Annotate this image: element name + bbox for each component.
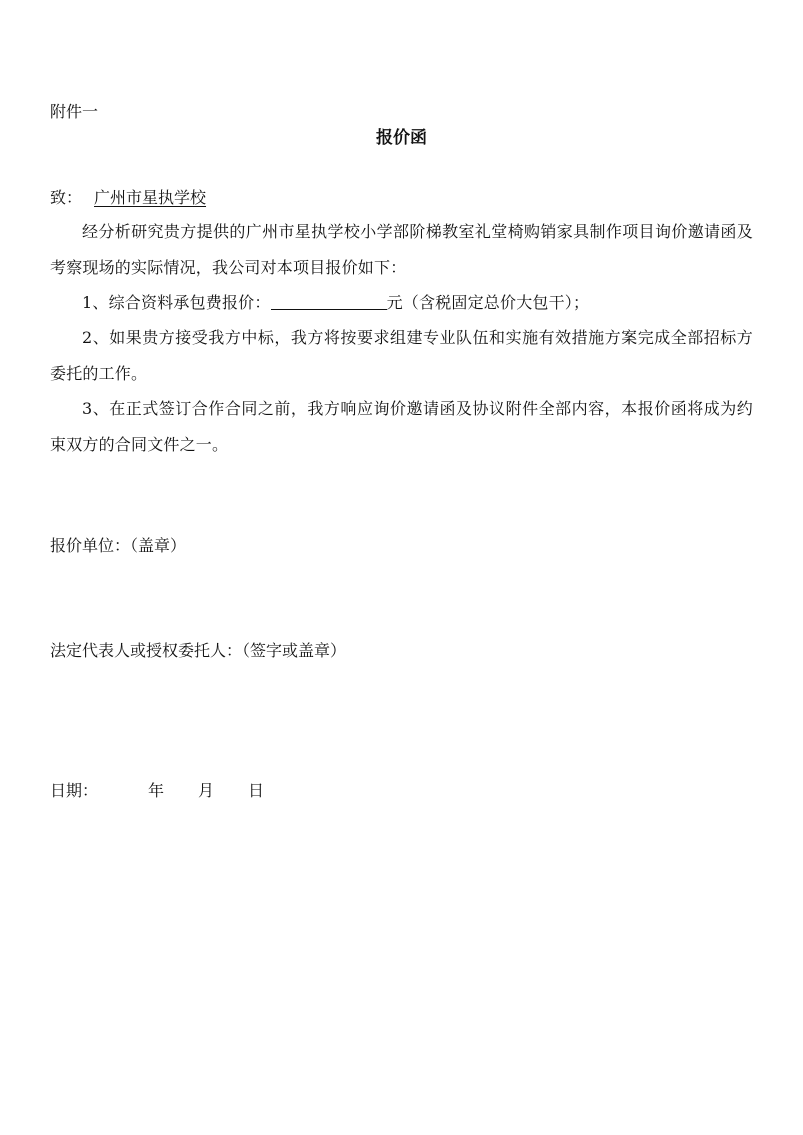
item-1-paragraph (50, 285, 753, 321)
recipient-name: 广州市星执学校 (94, 188, 207, 207)
item-2-paragraph: 2、如果贵方接受我方中标，我方将按要求组建专业队伍和实施有效措施方案完成全部招标方委托的工作。 (50, 328, 753, 383)
legal-representative-line: 法定代表人或授权委托人：（签字或盖章） (50, 641, 347, 660)
page-title: 报价函 (376, 128, 427, 148)
item-3-paragraph: 3、在正式签订合作合同之前，我方响应询价邀请函及协议附件全部内容，本报价函将成为约束双方的合同文件之一。 (50, 399, 753, 454)
intro-paragraph: 经分析研究贵方提供的广州市星执学校小学部阶梯教室礼堂椅购销家具制作项目询价邀请函及考察现场的实际情况，我公司对本项目报价如下： (50, 222, 753, 277)
price-blank-field[interactable] (271, 291, 387, 310)
item-1-text-before: 1、综合资料承包费报价： (82, 293, 271, 312)
date-line (50, 781, 264, 801)
date-label: 日期： (50, 781, 99, 800)
recipient-prefix: 致： (50, 188, 83, 207)
annex-label: 附件一 (50, 102, 99, 121)
date-day: 日 (248, 781, 265, 800)
item-1-text-after: 元（含税固定总价大包干）； (386, 293, 590, 312)
date-year: 年 (148, 781, 165, 800)
date-month: 月 (198, 781, 215, 800)
recipient-line (50, 188, 208, 208)
quote-unit-line: 报价单位：（盖章） (50, 536, 187, 555)
